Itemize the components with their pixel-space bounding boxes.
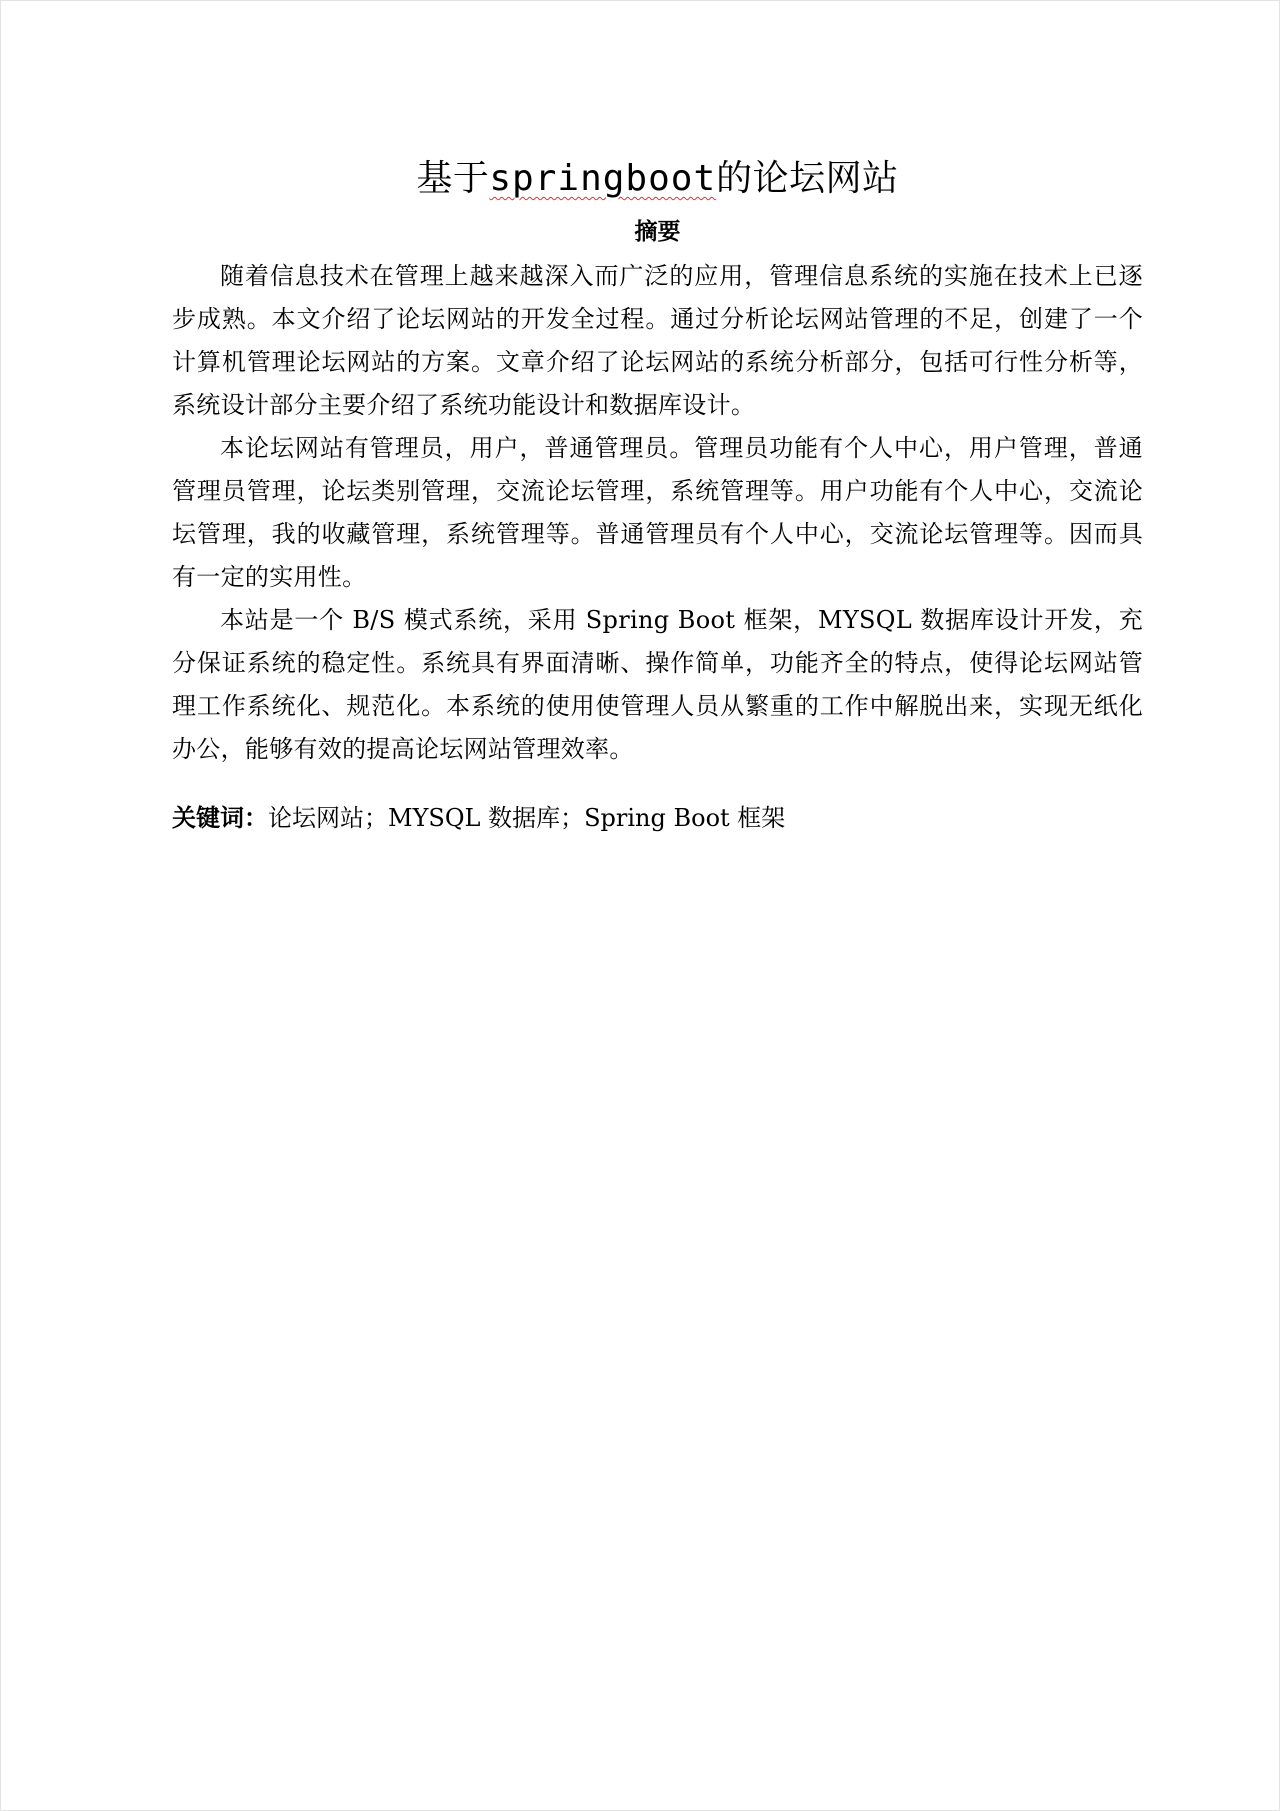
abstract-paragraph-3: 本站是一个 B/S 模式系统，采用 Spring Boot 框架，MYSQL 数据库设计开发，充分保证系统的稳定性。系统具有界面清晰、操作简单，功能齐全的特点，使得论坛网站管理工作系统化、规范化。本系统的使用使管理人员从繁重的工作中解脱出来，实现无纸化办公，能够有效的提高论坛网站管理效率。 [172, 606, 1143, 763]
title-springboot: springboot [489, 158, 717, 199]
document-title [172, 153, 1143, 205]
title-prefix: 基于 [416, 158, 490, 199]
abstract-paragraph-2: 本论坛网站有管理员，用户，普通管理员。管理员功能有个人中心，用户管理，普通管理员管理，论坛类别管理，交流论坛管理，系统管理等。用户功能有个人中心，交流论坛管理，我的收藏管理，系统管理等。普通管理员有个人中心，交流论坛管理等。因而具有一定的实用性。 [172, 434, 1143, 591]
abstract-heading: 摘要 [634, 219, 681, 245]
keywords-text: 论坛网站；MYSQL 数据库；Spring Boot 框架 [268, 804, 786, 832]
keywords-line [172, 797, 1143, 840]
abstract-paragraph-1: 随着信息技术在管理上越来越深入而广泛的应用，管理信息系统的实施在技术上已逐步成熟。本文介绍了论坛网站的开发全过程。通过分析论坛网站管理的不足，创建了一个计算机管理论坛网站的方案。文章介绍了论坛网站的系统分析部分，包括可行性分析等，系统设计部分主要介绍了系统功能设计和数据库设计。 [172, 262, 1143, 419]
keywords-label: 关键词： [172, 804, 268, 832]
document-content [172, 153, 1143, 840]
title-suffix: 的论坛网站 [716, 158, 899, 199]
